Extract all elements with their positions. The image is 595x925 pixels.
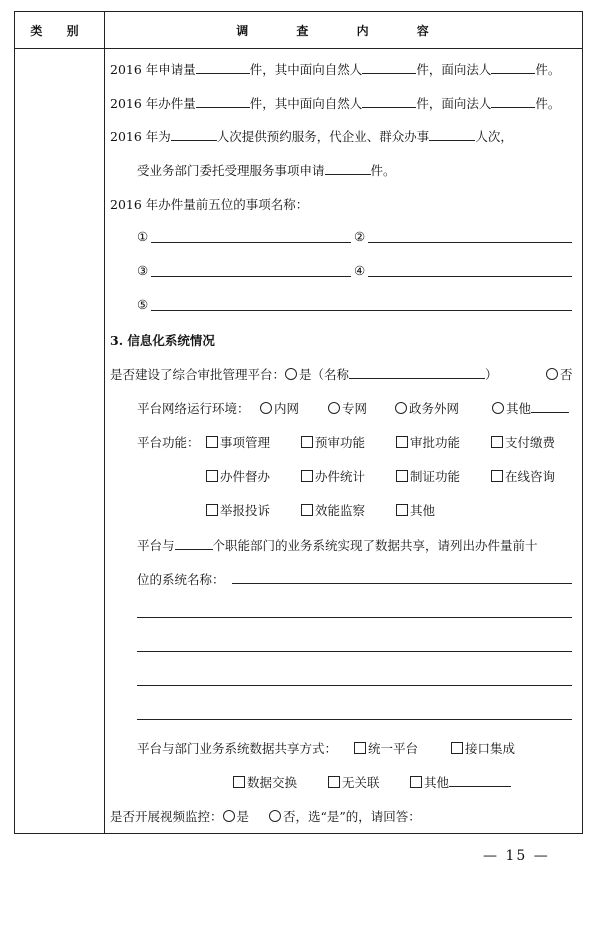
checkbox[interactable] xyxy=(491,436,503,448)
top5-label: 2016 年办件量前五位的事项名称： xyxy=(110,197,309,212)
answer-line[interactable] xyxy=(137,719,572,720)
commission-row: 受业务部门委托受理服务事项申请 件。 xyxy=(137,163,396,178)
network-opt: 其他 xyxy=(492,399,569,417)
system-name-label: 位的系统名称： xyxy=(137,572,225,587)
column-divider xyxy=(104,12,105,833)
function-opt: 举报投诉 xyxy=(206,501,270,519)
radio[interactable] xyxy=(328,402,340,414)
network-opt: 内网 xyxy=(260,399,299,417)
radio[interactable] xyxy=(260,402,272,414)
blank-field[interactable] xyxy=(171,128,217,141)
header-category: 类 别 xyxy=(30,23,89,38)
blank-field[interactable] xyxy=(362,95,416,108)
answer-line[interactable] xyxy=(151,310,572,311)
name-field[interactable] xyxy=(349,366,485,379)
share-row: 平台与 个职能部门的业务系统实现了数据共享，请列出办件量前十 xyxy=(137,538,538,553)
handle-row: 2016 年办件量 件，其中面向自然人 件，面向法人 件。 xyxy=(110,96,561,111)
answer-line[interactable] xyxy=(137,617,572,618)
share-mode-opt: 接口集成 xyxy=(451,739,515,757)
share-mode-opt: 数据交换 xyxy=(233,773,297,791)
blank-field[interactable] xyxy=(196,95,250,108)
network-label: 平台网络运行环境： xyxy=(137,401,250,416)
blank-field[interactable] xyxy=(175,537,213,550)
blank-field[interactable] xyxy=(429,128,475,141)
blank-field[interactable] xyxy=(196,61,250,74)
other-field[interactable] xyxy=(449,774,511,787)
section-title: 3. 信息化系统情况 xyxy=(110,333,215,348)
platform-no-option: 否 xyxy=(546,365,573,383)
checkbox[interactable] xyxy=(354,742,366,754)
function-opt: 审批功能 xyxy=(396,433,460,451)
platform-built-row: 是否建设了综合审批管理平台： 是（名称 ） xyxy=(110,367,498,382)
video-row: 是否开展视频监控： 是 否，选“是”的，请回答： xyxy=(110,809,421,824)
answer-line[interactable] xyxy=(151,276,351,277)
checkbox[interactable] xyxy=(328,776,340,788)
function-opt: 办件督办 xyxy=(206,467,270,485)
item-mark-1: ① xyxy=(137,229,149,244)
item-mark-5: ⑤ xyxy=(137,297,149,312)
checkbox[interactable] xyxy=(491,470,503,482)
answer-line[interactable] xyxy=(368,276,572,277)
blank-field[interactable] xyxy=(325,162,371,175)
item-mark-4: ④ xyxy=(354,263,366,278)
checkbox[interactable] xyxy=(233,776,245,788)
function-opt: 在线咨询 xyxy=(491,467,555,485)
answer-line[interactable] xyxy=(137,685,572,686)
radio-no[interactable] xyxy=(269,810,281,822)
function-opt: 制证功能 xyxy=(396,467,460,485)
checkbox[interactable] xyxy=(396,470,408,482)
radio[interactable] xyxy=(492,402,504,414)
network-opt: 政务外网 xyxy=(395,399,459,417)
function-opt: 效能监察 xyxy=(301,501,365,519)
item-mark-2: ② xyxy=(354,229,366,244)
network-opt: 专网 xyxy=(328,399,367,417)
function-label: 平台功能： xyxy=(137,435,200,450)
blank-field[interactable] xyxy=(491,95,535,108)
blank-field[interactable] xyxy=(491,61,535,74)
radio-no[interactable] xyxy=(546,368,558,380)
radio-yes[interactable] xyxy=(285,368,297,380)
checkbox[interactable] xyxy=(396,504,408,516)
checkbox[interactable] xyxy=(301,470,313,482)
share-mode-opt: 其他 xyxy=(410,773,511,791)
appoint-row: 2016 年为 人次提供预约服务，代企业、群众办事 人次， xyxy=(110,129,513,144)
answer-line[interactable] xyxy=(232,583,572,584)
checkbox[interactable] xyxy=(206,470,218,482)
item-mark-3: ③ xyxy=(137,263,149,278)
share-mode-label: 平台与部门业务系统数据共享方式： xyxy=(137,741,338,756)
checkbox[interactable] xyxy=(410,776,422,788)
checkbox[interactable] xyxy=(396,436,408,448)
header-content: 调 查 内 容 xyxy=(236,23,451,38)
function-opt: 预审功能 xyxy=(301,433,365,451)
checkbox[interactable] xyxy=(301,504,313,516)
answer-line[interactable] xyxy=(151,242,351,243)
share-mode-opt: 无关联 xyxy=(328,773,380,791)
function-opt: 其他 xyxy=(396,501,435,519)
checkbox[interactable] xyxy=(206,504,218,516)
page-number: — 15 — xyxy=(483,848,550,864)
share-mode-opt: 统一平台 xyxy=(354,739,418,757)
apply-row: 2016 年申请量 件，其中面向自然人 件，面向法人 件。 xyxy=(110,62,561,77)
radio[interactable] xyxy=(395,402,407,414)
checkbox[interactable] xyxy=(301,436,313,448)
function-opt: 事项管理 xyxy=(206,433,270,451)
blank-field[interactable] xyxy=(362,61,416,74)
function-opt: 支付缴费 xyxy=(491,433,555,451)
header-divider xyxy=(15,48,582,49)
answer-line[interactable] xyxy=(368,242,572,243)
checkbox[interactable] xyxy=(206,436,218,448)
answer-line[interactable] xyxy=(137,651,572,652)
checkbox[interactable] xyxy=(451,742,463,754)
radio-yes[interactable] xyxy=(223,810,235,822)
function-opt: 办件统计 xyxy=(301,467,365,485)
other-field[interactable] xyxy=(531,400,569,413)
